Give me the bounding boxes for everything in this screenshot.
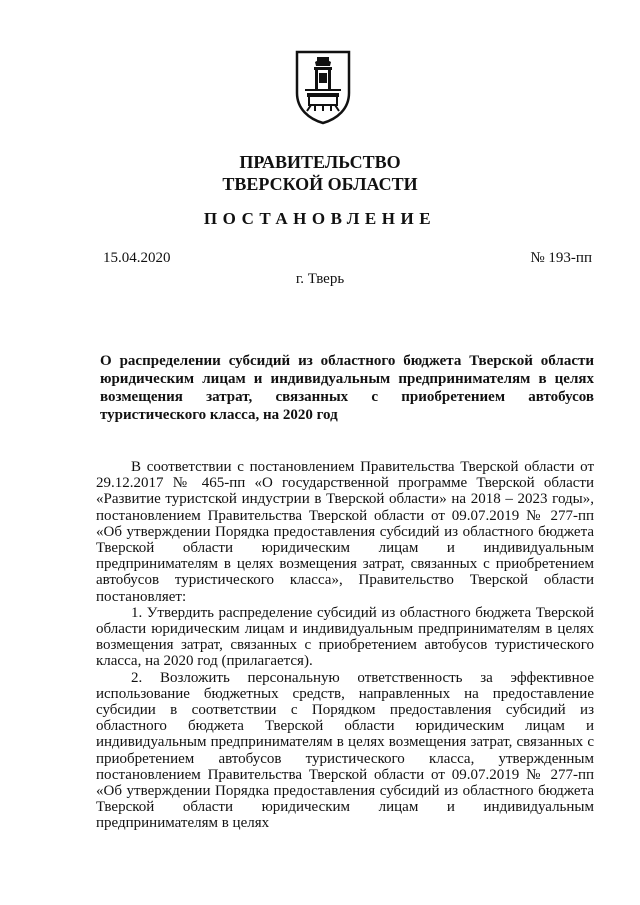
- tver-coat-of-arms-icon: [293, 49, 353, 125]
- document-number: № 193-пп: [530, 250, 592, 266]
- government-name-line1: ПРАВИТЕЛЬСТВО: [239, 152, 401, 172]
- document-city: г. Тверь: [295, 271, 345, 287]
- paragraph-item-1: 1. Утвердить распределение субсидий из областного бюджета Тверской области юридическим лицам и индивидуальным предпринимателям в целях возмещения затрат, связанных с приобретением автобусов туристического класса, на 2020 год (прилагается).: [96, 604, 594, 670]
- document-heading: О распределении субсидий из областного бюджета Тверской области юридическим лицам и индивидуальным предпринимателям в целях возмещения затрат, связанных с приобретением автобусов туристического класса, на 2020 год: [100, 353, 594, 423]
- government-name-line2: ТВЕРСКОЙ ОБЛАСТИ: [222, 174, 418, 194]
- paragraph-preamble: В соответствии с постановлением Правительства Тверской области от 29.12.2017 № 465-пп «О государственной программе Тверской области «Развитие туристской индустрии в Тверской области» на 2018 – 2023 годы», постановлением Правительства Тверской области от 09.07.2019 № 277-пп «Об утверждении Порядка предоставления субсидий из областного бюджета Тверской области юридическим лицам и индивидуальным предпринимателям в целях возмещения затрат, связанных с приобретением автобусов туристического класса», Правительство Тверской области постановляет:: [96, 459, 594, 605]
- document-body: [96, 459, 594, 832]
- paragraph-item-2: 2. Возложить персональную ответственность за эффективное использование бюджетных средств, направленных на предоставление субсидии в соответствии с Порядком предоставления субсидий из областного бюджета Тверской области юридическим лицам и индивидуальным предпринимателям в целях возмещения затрат, связанных с приобретением автобусов туристического класса, утвержденным постановлением Правительства Тверской области от 09.07.2019 № 277-пп «Об утверждении Порядка предоставления субсидий из областного бюджета Тверской области юридическим лицам и индивидуальным предпринимателям в целях: [96, 669, 594, 832]
- document-type: ПОСТАНОВЛЕНИЕ: [203, 209, 437, 228]
- government-name: [0, 151, 640, 195]
- document-date: 15.04.2020: [103, 250, 171, 266]
